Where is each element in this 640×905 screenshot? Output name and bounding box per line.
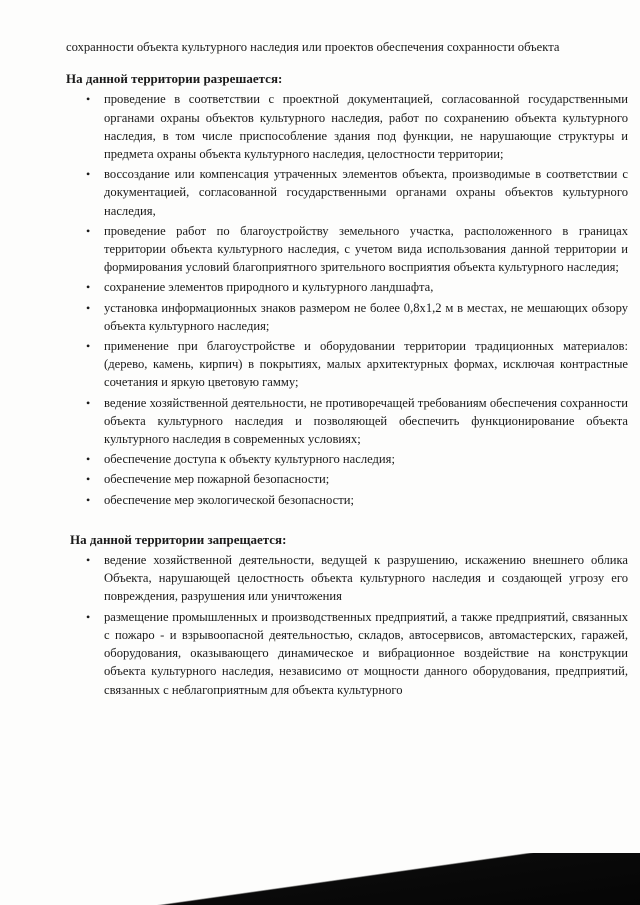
list-item-text: проведение работ по благоустройству земельного участка, расположенного в границах территории объекта культурного наследия, с учетом вида использования данной территории и формирования условий благоприятного зрительного восприятия объекта культурного наследия;	[104, 223, 628, 275]
list-item-text: установка информационных знаков размером не более 0,8х1,2 м в местах, не мешающих обзору объекта культурного наследия;	[104, 300, 628, 333]
bullet-icon: •	[86, 300, 91, 315]
list-item	[66, 470, 628, 488]
list-item	[66, 165, 628, 220]
bullet-icon: •	[86, 167, 91, 182]
intro-paragraph: сохранности объекта культурного наследия или проектов обеспечения сохранности объекта	[66, 40, 560, 54]
list-item	[66, 608, 628, 699]
list-item	[66, 278, 628, 296]
bullet-icon: •	[86, 492, 91, 507]
scan-shadow	[0, 853, 640, 905]
prohibited-heading: На данной территории запрещается:	[70, 531, 287, 547]
bullet-icon: •	[86, 280, 91, 295]
list-item	[66, 299, 628, 335]
list-item	[66, 90, 628, 163]
list-item	[66, 337, 628, 392]
bullet-icon: •	[86, 553, 91, 568]
list-item-text: ведение хозяйственной деятельности, не противоречащей требованиям обеспечения сохранности объекта культурного наследия и позволяющей обеспечить функционирование объекта культурного наследия в современных условиях;	[104, 395, 628, 447]
bullet-icon: •	[86, 472, 91, 487]
bullet-icon: •	[86, 395, 91, 410]
list-item	[66, 450, 628, 468]
bullet-icon: •	[86, 92, 91, 107]
bullet-icon: •	[86, 223, 91, 238]
bullet-icon: •	[86, 609, 91, 624]
list-item-text: сохранение элементов природного и культурного ландшафта,	[104, 280, 434, 295]
list-item-text: ведение хозяйственной деятельности, ведущей к разрушению, искажению внешнего облика Объекта, нарушающей целостность объекта культурного наследия и создающей угрозу его повреждения, разрушения или уничтожения	[104, 553, 628, 604]
document-body	[66, 38, 628, 701]
list-item-text: обеспечение мер экологической безопасности;	[104, 492, 354, 507]
permitted-heading: На данной территории разрешается:	[66, 71, 283, 87]
list-item	[66, 394, 628, 449]
permitted-list	[66, 90, 628, 508]
list-item	[66, 491, 628, 509]
list-item-text: размещение промышленных и производственных предприятий, а также предприятий, связанных с пожаро - и взрывоопасной деятельностью, складов, автосервисов, автомастерских, гаражей, оборудования, оказывающего динамическое и вибрационное воздействие на конструкции объекта культурного наследия, независимо от мощности данного оборудования, предприятий, связанных с неблагоприятным для объекта культурного	[104, 609, 628, 697]
list-item-text: обеспечение мер пожарной безопасности;	[104, 472, 330, 487]
list-item-text: воссоздание или компенсация утраченных элементов объекта, производимые в соответствии с документацией, согласованной государственными органами охраны объектов культурного наследия,	[104, 167, 628, 218]
prohibited-list	[66, 551, 628, 699]
list-item	[66, 551, 628, 606]
list-item-text: применение при благоустройстве и оборудовании территории традиционных материалов: (дерево, камень, кирпич) в покрытиях, малых архитектурных формах, исключая контрастные сочетания и яркую цветовую гамму;	[104, 339, 628, 390]
bullet-icon: •	[86, 452, 91, 467]
list-item-text: проведение в соответствии с проектной документацией, согласованной государственными органами охраны объектов культурного наследия, работ по сохранению объекта культурного наследия, в том числе приспособление здания под функции, не нарушающие структуры и предмета охраны объекта культурного наследия, целостности территории;	[104, 92, 628, 162]
list-item-text: обеспечение доступа к объекту культурного наследия;	[104, 452, 395, 467]
list-item	[66, 222, 628, 277]
bullet-icon: •	[86, 339, 91, 354]
